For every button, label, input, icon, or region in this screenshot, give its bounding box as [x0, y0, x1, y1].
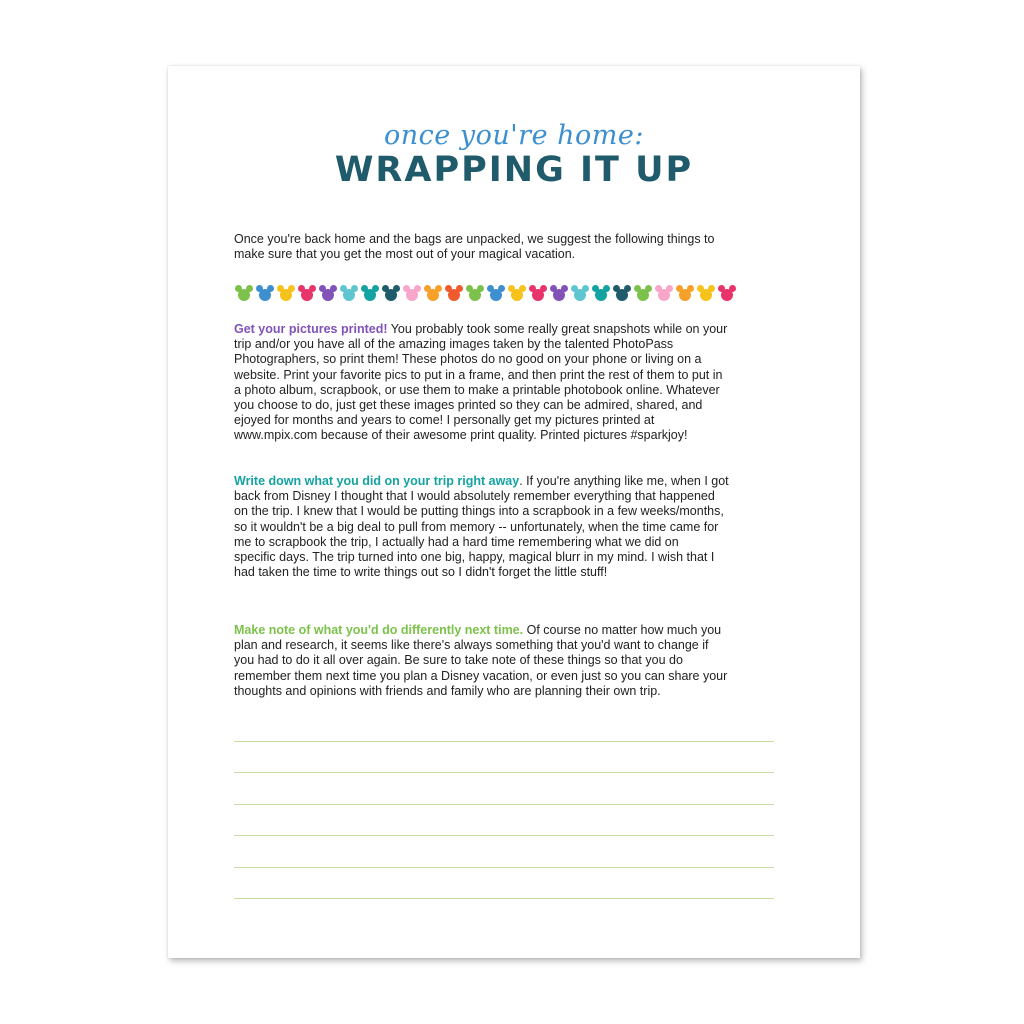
mickey-head-icon: [381, 284, 402, 302]
writing-line[interactable]: [234, 741, 774, 742]
writing-line[interactable]: [234, 835, 774, 836]
mickey-head-icon: [654, 284, 675, 302]
mickey-divider: [234, 284, 738, 302]
mickey-head-icon: [318, 284, 339, 302]
writing-line[interactable]: [234, 898, 774, 899]
mickey-head-icon: [486, 284, 507, 302]
section-pictures: [234, 322, 776, 444]
mickey-head-icon: [402, 284, 423, 302]
section-heading-make-note: Make note of what you'd do differently next time.: [234, 623, 524, 637]
mickey-head-icon: [444, 284, 465, 302]
section-body-write-down: . If you're anything like me, when I got back from Disney I thought that I would absolutely remember everything that happened on the trip. I knew that I would be putting things into a scrapbook in a few weeks/months, so it wouldn't be a big deal to pull from memory -- unfortunately, when the time came for me to scrapbook the trip, I actually had a hard time remembering what we did on specific days. The trip turned into one big, happy, magical blurr in my mind. I wish that I had taken the time to write things out so I didn't forget the little stuff!: [234, 474, 729, 580]
mickey-head-icon: [234, 284, 255, 302]
page-subtitle: once you're home:: [384, 120, 644, 151]
mickey-head-icon: [276, 284, 297, 302]
section-body-pictures: You probably took some really great snapshots while on your trip and/or you have all of the amazing images taken by the talented PhotoPass Photographers, so print them! These photos do no good on your phone or living on a website. Print your favorite pics to put in a frame, and then print the rest of them to put in a photo album, scrapbook, or use them to make a printable photobook online. Whatever you choose to do, just get these images printed so they can be admired, shared, and ejoyed for months and years to come! I personally get my pictures printed at www.mpix.com because of their awesome print quality. Printed pictures #sparkjoy!: [234, 322, 728, 443]
mickey-head-icon: [423, 284, 444, 302]
section-make-note: [234, 623, 776, 699]
writing-line[interactable]: [234, 867, 774, 868]
section-heading-write-down: Write down what you did on your trip right away: [234, 474, 520, 488]
mickey-head-icon: [717, 284, 738, 302]
writing-line[interactable]: [234, 804, 774, 805]
mickey-head-icon: [339, 284, 360, 302]
section-body-make-note: Of course no matter how much you plan and research, it seems like there's always something that you'd want to change if you had to do it all over again. Be sure to take note of these things so that you do remember them next time you plan a Disney vacation, or even just so you can share your thoughts and opinions with friends and family who are planning their own trip.: [234, 623, 728, 698]
writing-lines: [234, 741, 774, 929]
mickey-head-icon: [360, 284, 381, 302]
section-write-down: [234, 474, 776, 580]
section-heading-pictures: Get your pictures printed!: [234, 322, 388, 336]
mickey-head-icon: [591, 284, 612, 302]
mickey-head-icon: [675, 284, 696, 302]
mickey-head-icon: [633, 284, 654, 302]
page-title: WRAPPING IT UP: [334, 150, 694, 190]
mickey-head-icon: [255, 284, 276, 302]
mickey-head-icon: [612, 284, 633, 302]
mickey-head-icon: [507, 284, 528, 302]
intro-paragraph: Once you're back home and the bags are unpacked, we suggest the following things to make sure that you get the most out of your magical vacation.: [234, 232, 715, 262]
mickey-head-icon: [528, 284, 549, 302]
writing-line[interactable]: [234, 772, 774, 773]
mickey-head-icon: [549, 284, 570, 302]
mickey-head-icon: [465, 284, 486, 302]
worksheet-page: [168, 66, 860, 958]
mickey-head-icon: [696, 284, 717, 302]
mickey-head-icon: [570, 284, 591, 302]
mickey-head-icon: [297, 284, 318, 302]
